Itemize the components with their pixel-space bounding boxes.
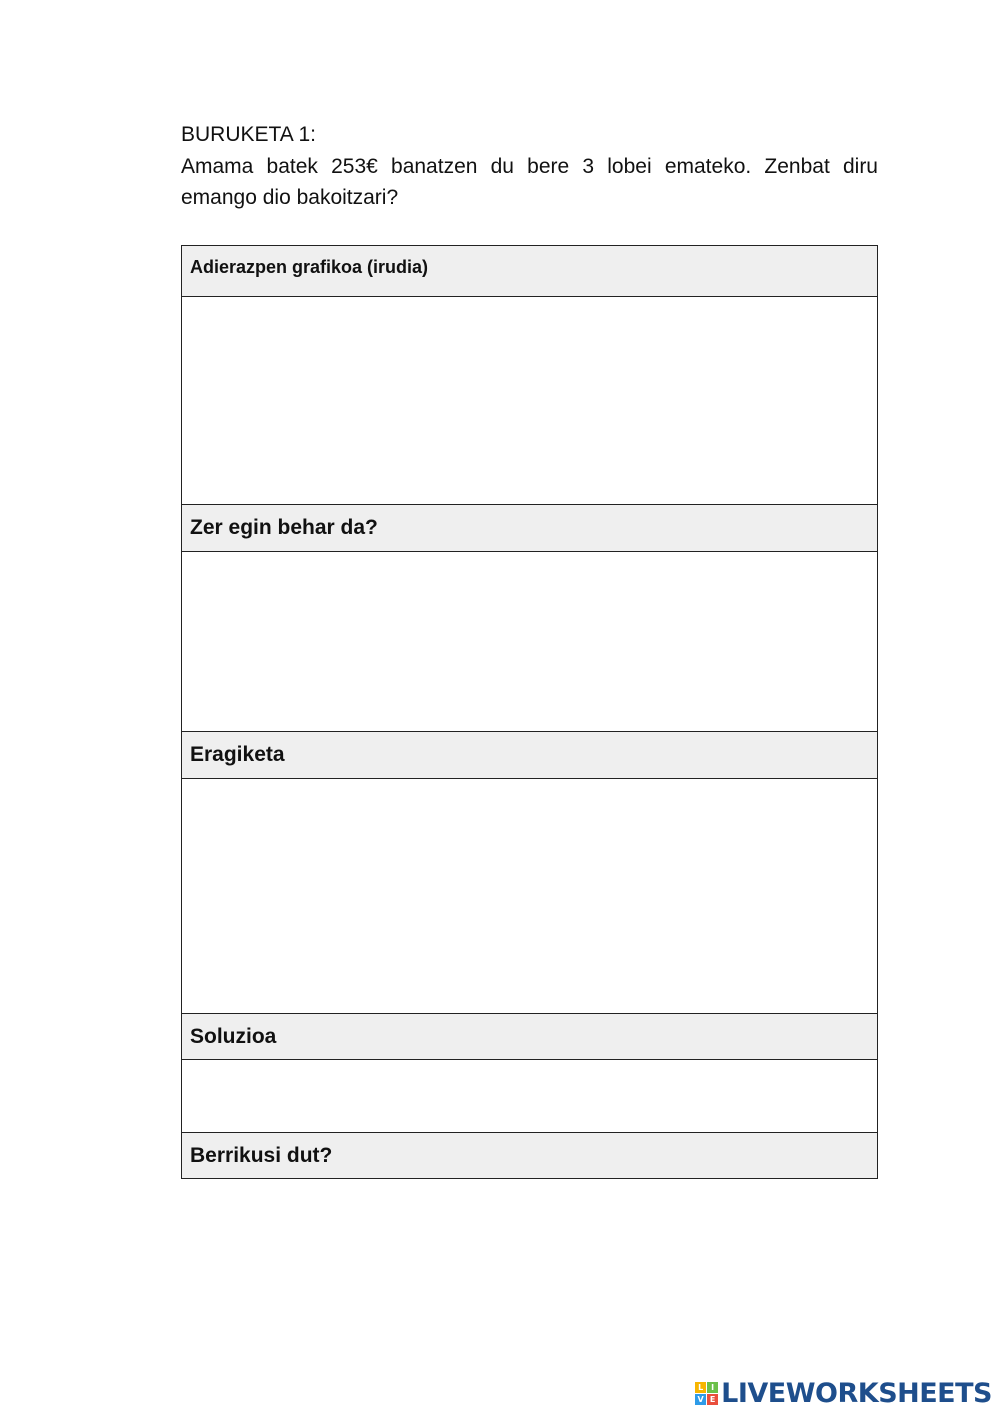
- answer-box-what-to-do[interactable]: [182, 552, 877, 732]
- liveworksheets-logo-icon: [695, 1382, 718, 1405]
- problem-text: Amama batek 253€ banatzen du bere 3 lobei emateko. Zenbat diru emango dio bakoitzari?: [181, 155, 878, 209]
- worksheet-table: [181, 245, 878, 1179]
- logo-letter-v: V: [695, 1394, 706, 1405]
- brand-name: LIVEWORKSHEETS: [721, 1378, 992, 1409]
- section-header-operation: Eragiketa: [182, 732, 877, 779]
- section-header-reviewed: Berrikusi dut?: [182, 1133, 877, 1179]
- section-header-solution: Soluzioa: [182, 1014, 877, 1060]
- answer-box-solution[interactable]: [182, 1060, 877, 1133]
- logo-letter-i: I: [707, 1382, 718, 1393]
- logo-letter-e: E: [707, 1394, 718, 1405]
- liveworksheets-brand: [695, 1378, 992, 1409]
- answer-box-graphic[interactable]: [182, 297, 877, 505]
- answer-box-operation[interactable]: [182, 779, 877, 1014]
- section-header-graphic: Adierazpen grafikoa (irudia): [182, 246, 877, 297]
- problem-title: BURUKETA 1:: [181, 123, 316, 146]
- section-header-what-to-do: Zer egin behar da?: [182, 505, 877, 552]
- logo-letter-l: L: [695, 1382, 706, 1393]
